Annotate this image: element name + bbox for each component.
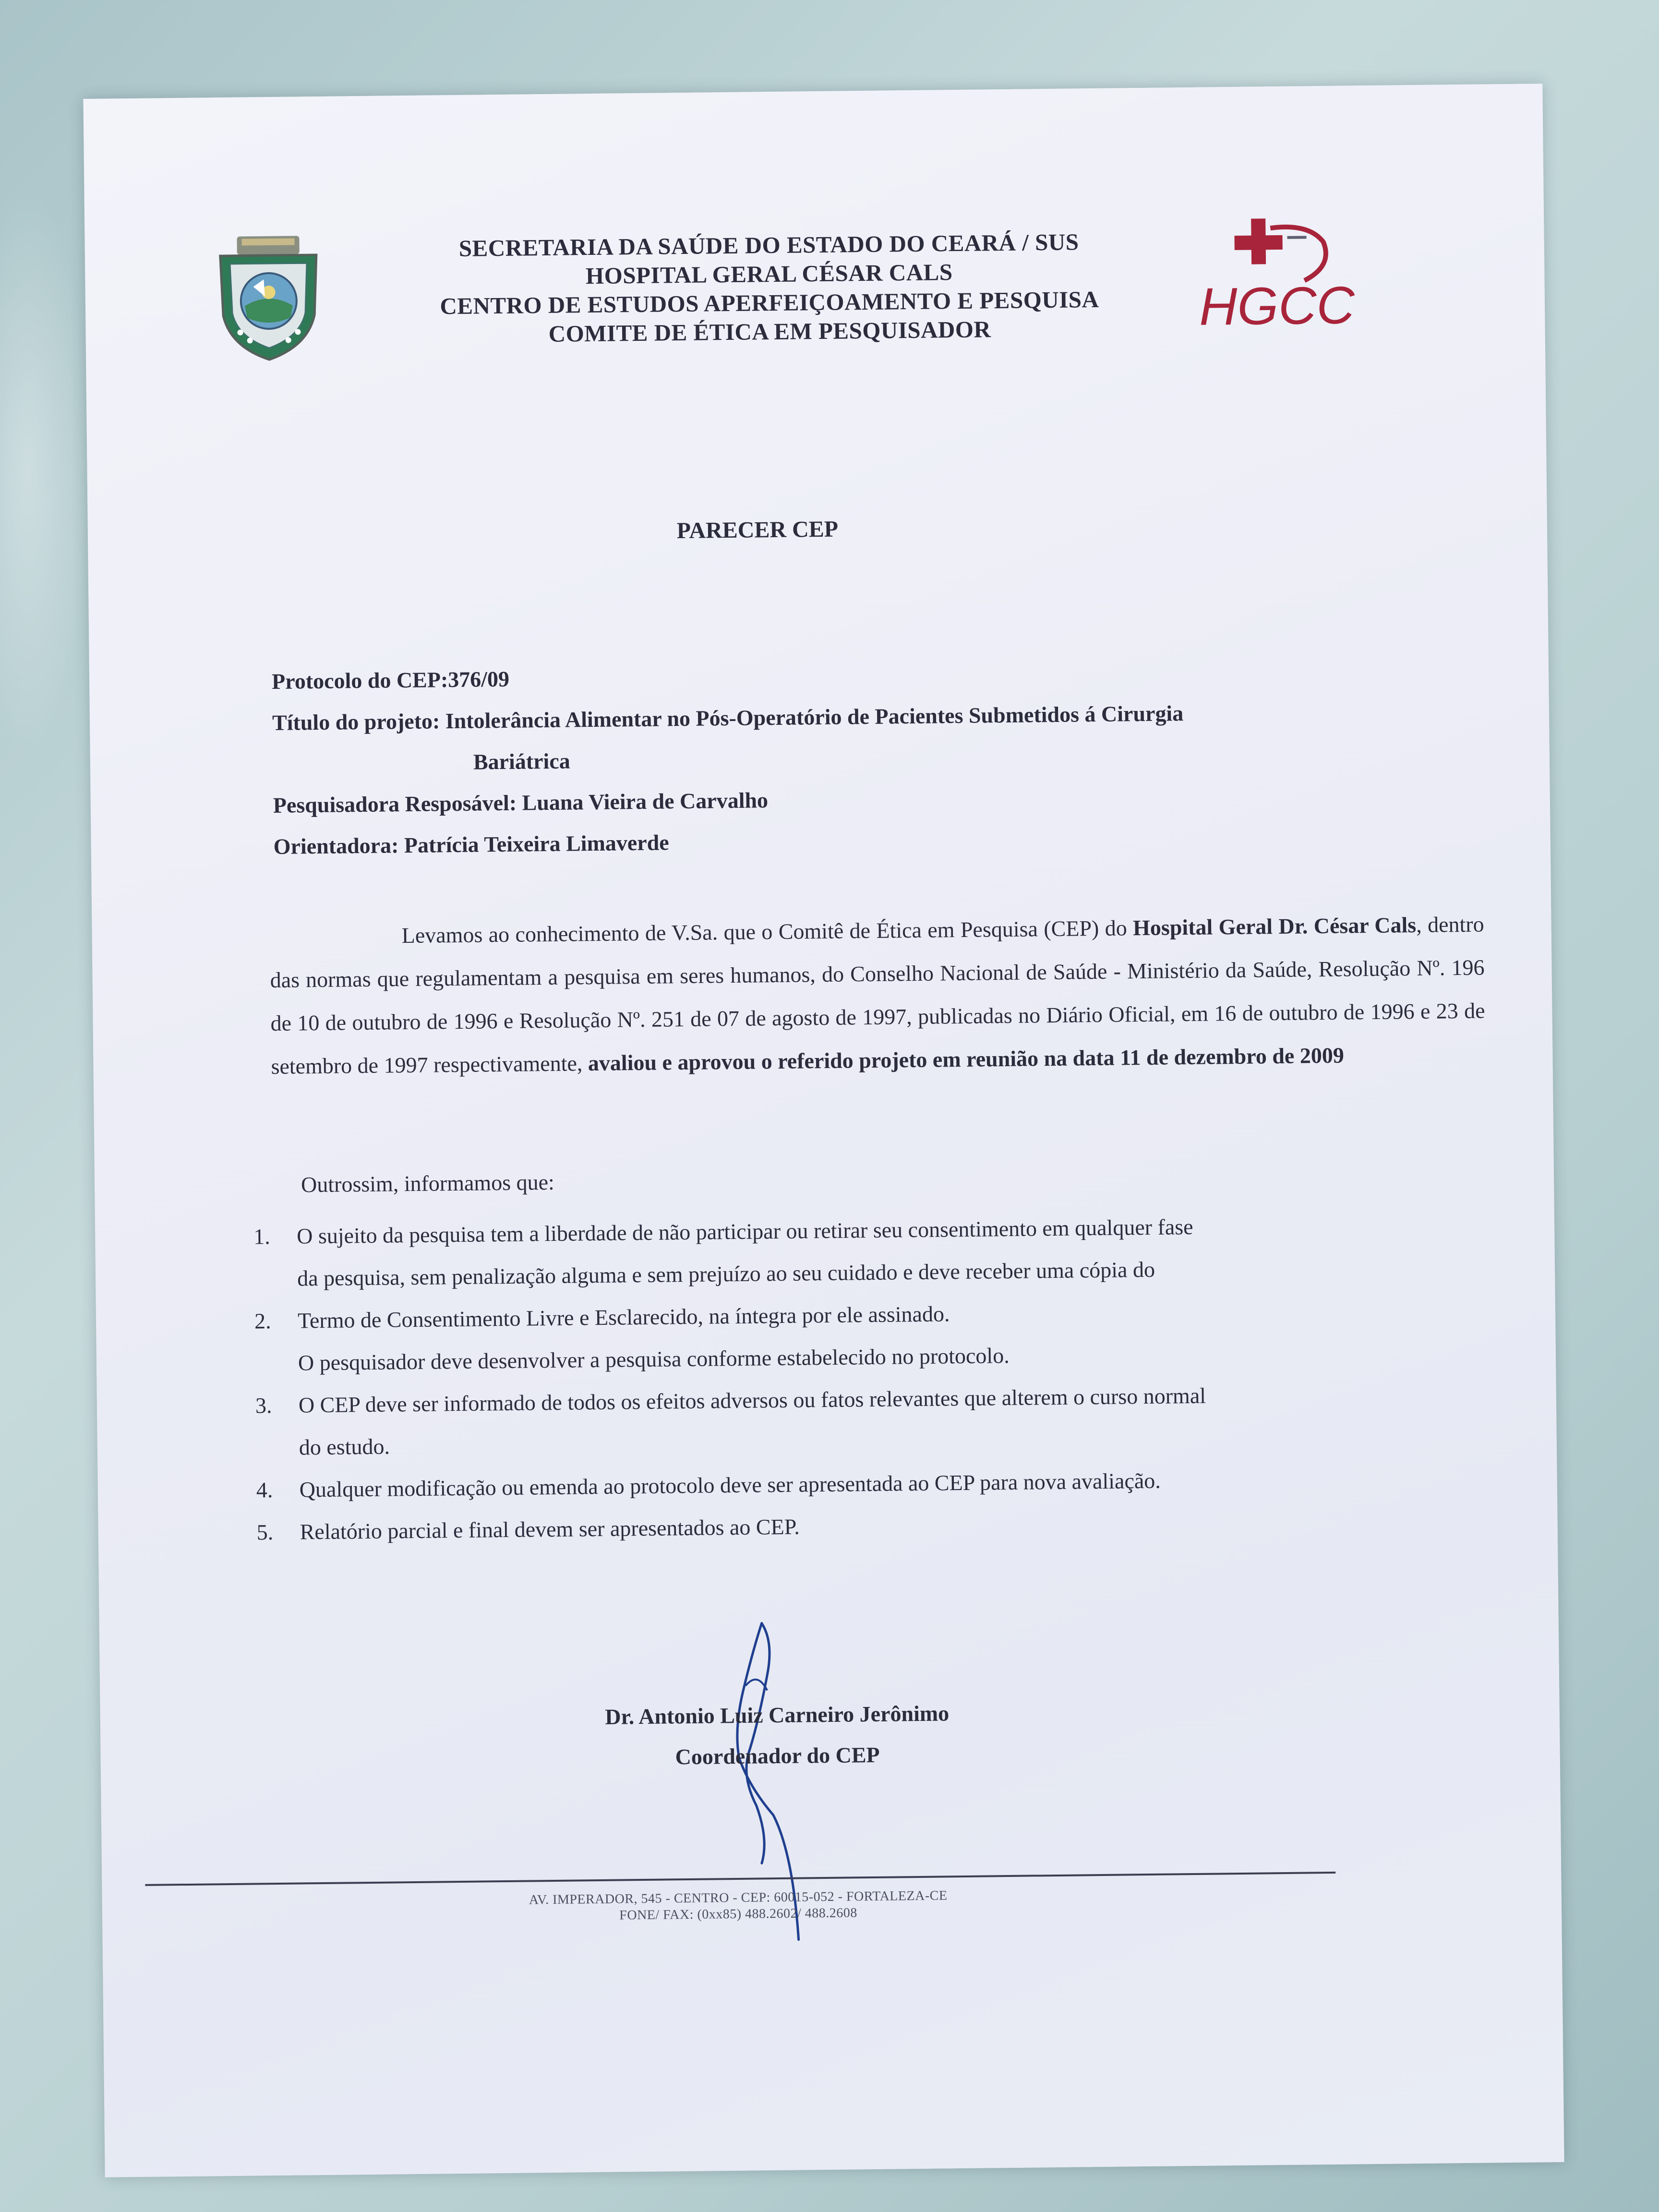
- conditions-list: [253, 1203, 1486, 1554]
- project-title-continued: Bariátrica: [473, 748, 570, 774]
- list-number: 1.: [253, 1224, 271, 1249]
- responsible-researcher: Pesquisadora Resposável: Luana Vieira de Carvalho: [273, 788, 769, 817]
- signer-name: Dr. Antonio Luiz Carneiro Jerônimo: [605, 1701, 950, 1729]
- footer-phone: FONE/ FAX: (0xx85) 488.2602/ 488.2608: [619, 1905, 857, 1923]
- footer-contact: [438, 1887, 1039, 1925]
- header-line-comite: COMITE DE ÉTICA EM PESQUISADOR: [548, 316, 991, 347]
- table-surface-highlight: [0, 182, 91, 758]
- footer-address: AV. IMPERADOR, 545 - CENTRO - CEP: 60015-052 - FORTALEZA-CE: [529, 1888, 948, 1908]
- list-text: Qualquer modificação ou emenda ao protocolo deve ser apresentada ao CEP para nova avaliação.: [299, 1468, 1161, 1502]
- list-text-continued: O pesquisador deve desenvolver a pesquisa conforme estabelecido no protocolo.: [298, 1343, 1010, 1375]
- paragraph-text-2: , dentro das normas que regulamentam a pesquisa em seres humanos, do Conselho Nacional de Saúde - Ministério da Saúde, Resolução Nº. 196 de 10 de outubro de 1996 e Resolução Nº. 251 de 07 de agosto de 1997, publicadas no Diário Oficial, em 16 de outubro de 1996 e 23 de setembro de 1997 respectivamente,: [270, 912, 1485, 1079]
- approval-paragraph: [269, 903, 1486, 1088]
- hgcc-logo-text: HGCC: [1199, 276, 1355, 337]
- document-page: [83, 84, 1564, 2177]
- header-line-secretaria: SECRETARIA DA SAÚDE DO ESTADO DO CEARÁ / SUS: [458, 228, 1079, 262]
- hospital-name: Hospital Geral Dr. César Cals: [1132, 913, 1417, 940]
- list-text-continued: do estudo.: [299, 1434, 390, 1460]
- project-title: Título do projeto: Intolerância Alimentar no Pós-Operatório de Pacientes Submetidos á Cirurgia: [272, 701, 1184, 735]
- approval-statement: avaliou e aprovou o referido projeto em reunião na data 11 de dezembro de 2009: [588, 1043, 1345, 1076]
- list-number: 5.: [256, 1520, 274, 1545]
- header-line-centro: CENTRO DE ESTUDOS APERFEIÇOAMENTO E PESQUISA: [440, 286, 1099, 320]
- header-line-hospital: HOSPITAL GERAL CÉSAR CALS: [585, 259, 953, 289]
- state-crest-icon: [210, 233, 327, 364]
- signer-role: Coordenador do CEP: [675, 1742, 880, 1769]
- project-metadata: [272, 649, 1483, 867]
- list-text-continued: da pesquisa, sem penalização alguma e sem prejuízo ao seu cuidado e deve receber uma cópia do: [297, 1257, 1155, 1291]
- list-text: Relatório parcial e final devem ser apresentados ao CEP.: [300, 1514, 800, 1544]
- paragraph-text-1: Levamos ao conhecimento de V.Sa. que o Comitê de Ética em Pesquisa (CEP) do: [401, 915, 1133, 948]
- list-text: O CEP deve ser informado de todos os efeitos adversos ou fatos relevantes que alterem o curso normal: [298, 1383, 1206, 1418]
- document-title: PARECER CEP: [676, 516, 839, 544]
- protocol-number: Protocolo do CEP:376/09: [271, 666, 510, 694]
- hgcc-logo-icon: [1193, 208, 1355, 339]
- list-text: Termo de Consentimento Livre e Esclarecido, na íntegra por ele assinado.: [297, 1301, 950, 1333]
- list-number: 2.: [254, 1309, 271, 1334]
- outrossim-line: Outrossim, informamos que:: [301, 1169, 555, 1197]
- list-number: 4.: [256, 1478, 273, 1503]
- institution-header: [353, 227, 1185, 350]
- advisor: Orientadora: Patrícia Teixeira Limaverde: [273, 830, 669, 859]
- list-text: O sujeito da pesquisa tem a liberdade de não participar ou retirar seu consentimento em qualquer fase: [296, 1214, 1193, 1249]
- list-number: 3.: [255, 1393, 272, 1418]
